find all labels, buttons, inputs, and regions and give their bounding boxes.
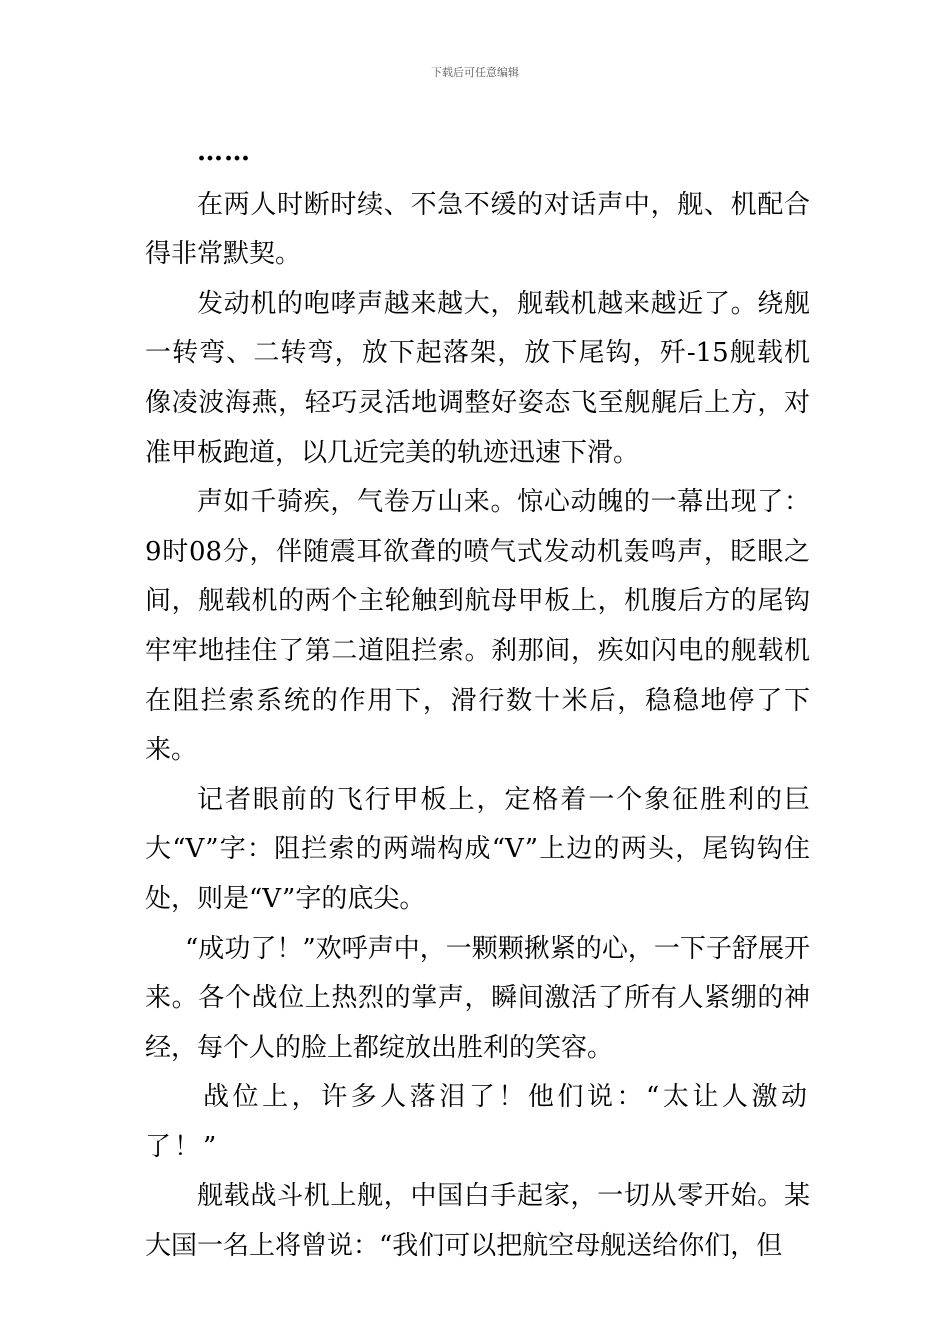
page-header-note: 下载后可任意编辑	[431, 66, 519, 79]
paragraph-5: “成功了！”欢呼声中，一颗颗揪紧的心，一下子舒展开来。各个战位上热烈的掌声，瞬间激活了所有人紧绷的神经，每个人的脸上都绽放出胜利的笑容。	[145, 933, 810, 1063]
ellipsis-line: ……	[197, 137, 251, 167]
paragraph-1: 在两人时断时续、不急不缓的对话声中，舰、机配合得非常默契。	[145, 189, 810, 270]
paragraph-2: 发动机的咆哮声越来越大，舰载机越来越近了。绕舰一转弯、二转弯，放下起落架，放下尾钩，歼-15舰载机像凌波海燕，轻巧灵活地调整好姿态飞至舰艉后上方，对准甲板跑道，以几近完美的轨迹迅速下滑。	[145, 288, 810, 468]
paragraph-3: 声如千骑疾，气卷万山来。惊心动魄的一幕出现了：9时08分，伴随震耳欲聋的喷气式发动机轰鸣声，眨眼之间，舰载机的两个主轮触到航母甲板上，机腹后方的尾钩牢牢地挂住了第二道阻拦索。刹那间，疾如闪电的舰载机在阻拦索系统的作用下，滑行数十米后，稳稳地停了下来。	[145, 487, 810, 766]
document-body	[145, 128, 810, 1272]
paragraph-7: 舰载战斗机上舰，中国白手起家，一切从零开始。某大国一名上将曾说：“我们可以把航空母舰送给你们，但	[145, 1181, 810, 1262]
paragraph-4: 记者眼前的飞行甲板上，定格着一个象征胜利的巨大“V”字：阻拦索的两端构成“V”上边的两头，尾钩钩住处，则是“V”字的底尖。	[145, 784, 810, 914]
paragraph-6: 战位上，许多人落泪了！他们说：“太让人激动了！”	[145, 1082, 810, 1162]
